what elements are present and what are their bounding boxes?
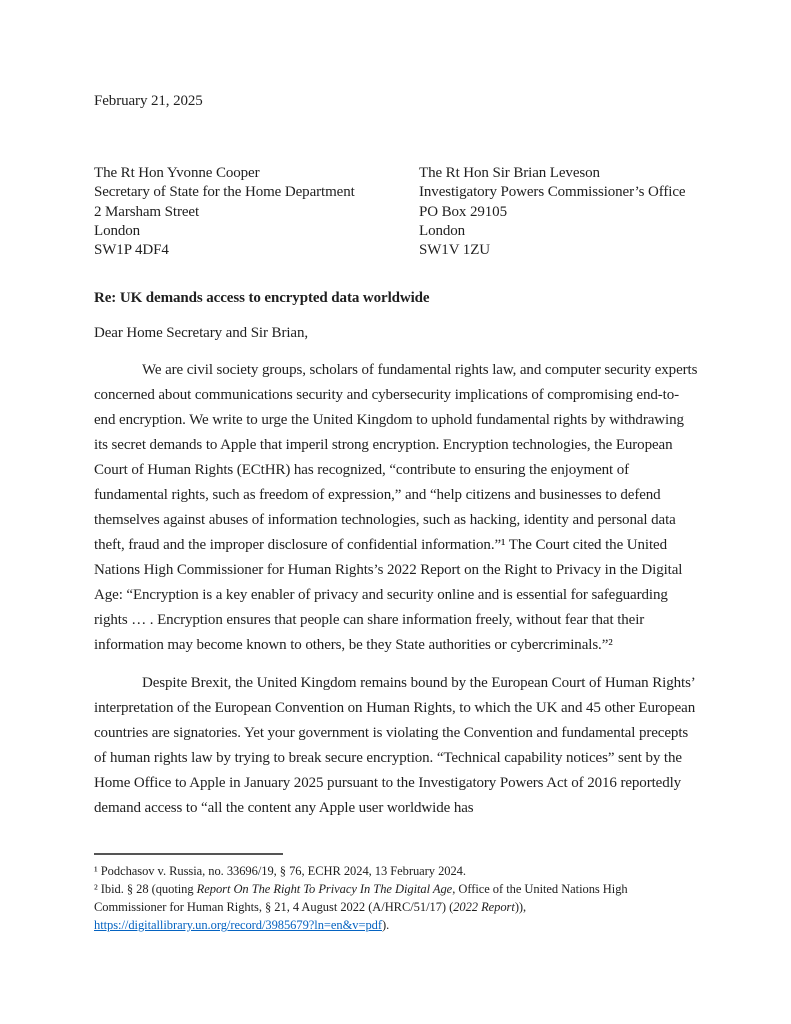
letter-body xyxy=(94,358,700,834)
greeting: Dear Home Secretary and Sir Brian, xyxy=(94,325,309,341)
recipient-title: Investigatory Powers Commissioner’s Office xyxy=(419,184,686,201)
footnote-text-segment: ). xyxy=(381,918,390,932)
footnote-2 xyxy=(94,880,698,934)
footnote-text-segment: 2022 Report xyxy=(453,900,515,914)
recipient-city: London xyxy=(94,222,141,239)
recipient-address-left xyxy=(94,164,419,260)
footnote-text-segment: Report On The Right To Privacy In The Digital Age xyxy=(196,882,453,896)
recipient-city: London xyxy=(419,222,466,239)
footnote-text-segment: ² Ibid. § 28 (quoting xyxy=(94,882,197,896)
recipient-pobox: PO Box 29105 xyxy=(419,203,507,220)
paragraph-1: We are civil society groups, scholars of fundamental rights law, and computer security experts concerned about communications security and cybersecurity implications of compromising end-to-end encryption. We write to urge the United Kingdom to uphold fundamental rights by withdrawing its secret demands to Apple that imperil strong encryption. Encryption technologies, the European Court of Human Rights (ECtHR) has recognized, “contribute to ensuring the enjoyment of fundamental rights, such as freedom of expression,” and “help citizens and businesses to defend themselves against abuses of information technologies, such as hacking, identity and personal data theft, fraud and the improper disclosure of confidential information.”¹ The Court cited the United Nations High Commissioner for Human Rights’s 2022 Report on the Right to Privacy in the Digital Age: “Encryption is a key enabler of privacy and security online and is essential for safeguarding rights … . Encryption ensures that people can share information freely, without fear that their information may become known to others, be they State authorities or cybercriminals.”² xyxy=(94,362,698,653)
paragraph-2: Despite Brexit, the United Kingdom remains bound by the European Court of Human Rights’ interpretation of the European Convention on Human Rights, to which the UK and 45 other European countries are signatories. Yet your government is violating the Convention and fundamental precepts of human rights law by trying to break secure encryption. “Technical capability notices” sent by the Home Office to Apple in January 2025 pursuant to the Investigatory Powers Act of 2016 reportedly demand access to “all the content any Apple user worldwide has xyxy=(94,675,696,816)
footnote-text-segment: )), xyxy=(514,900,527,914)
letter-date: February 21, 2025 xyxy=(94,93,203,109)
recipient-name: The Rt Hon Sir Brian Leveson xyxy=(419,165,600,181)
recipient-postcode: SW1V 1ZU xyxy=(419,242,491,259)
footnote-url-link[interactable]: https://digitallibrary.un.org/record/3985679?ln=en&v=pdf xyxy=(94,918,382,932)
recipient-postcode: SW1P 4DF4 xyxy=(94,242,169,259)
footnote-separator xyxy=(94,853,283,855)
footnote-text-segment: , Office of the United Nations High Commissioner for Human Rights, § 21, 4 August 2022 (A/HRC/51/17) ( xyxy=(94,882,628,914)
subject-line: Re: UK demands access to encrypted data worldwide xyxy=(94,290,430,306)
recipient-address-right xyxy=(419,164,698,260)
recipient-addresses xyxy=(94,164,698,260)
recipient-title: Secretary of State for the Home Department xyxy=(94,184,355,201)
recipient-street: 2 Marsham Street xyxy=(94,203,200,220)
recipient-name: The Rt Hon Yvonne Cooper xyxy=(94,165,260,181)
footnote-1: ¹ Podchasov v. Russia, no. 33696/19, § 76, ECHR 2024, 13 February 2024. xyxy=(94,864,466,878)
footnotes-section xyxy=(94,853,698,934)
